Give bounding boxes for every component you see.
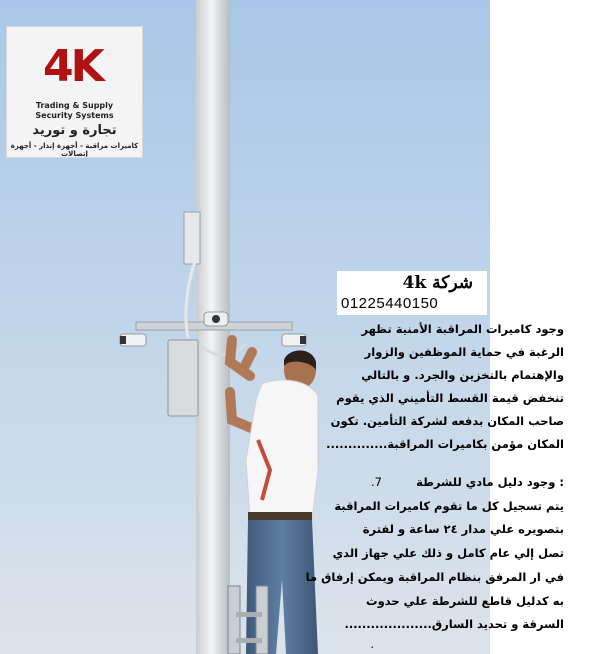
antenna-box xyxy=(184,212,200,264)
camera-center xyxy=(204,312,228,326)
item-number: 7. xyxy=(371,475,382,489)
company-name: شركة 4k xyxy=(402,273,473,293)
paragraph1-line: والإهتمام بالتخزين والجرد. و بالتالي xyxy=(361,368,564,382)
paragraph2-line: في ار المرفق بنظام المراقبة ويمكن إرفاق ما xyxy=(305,570,564,584)
company-logo xyxy=(6,26,143,158)
paragraph2-line: السرقة و تحديد السارق.................... xyxy=(344,617,564,631)
paragraph1-line: صاحب المكان بدفعه لشركة التأمين. تكون xyxy=(330,414,564,428)
company-box xyxy=(337,271,487,315)
paragraph2-line: بتصويره علي مدار ٢٤ ساعة و لفترة xyxy=(362,522,564,536)
paragraph2-line: به كدليل قاطع للشرطة علي حدوث xyxy=(366,594,564,608)
paragraph1-line: تنخفض قيمة القسط التأميني الذي يقوم xyxy=(336,391,564,405)
logo-arabic-title: تجارة و توريد xyxy=(32,123,117,138)
paragraph2-line: يتم تسجيل كل ما تقوم كاميرات المراقبة xyxy=(334,499,564,513)
camera-left xyxy=(120,334,146,346)
logo-line1: Trading & Supply xyxy=(35,101,114,110)
paragraph1-line: وجود كاميرات المراقبة الأمنية تظهر xyxy=(361,322,564,336)
paragraph1-line: الرغبة في حماية الموظفين والزوار xyxy=(364,345,564,359)
logo-line2: Security Systems xyxy=(35,111,114,120)
paragraph2-line: تصل إلي عام كامل و ذلك علي جهاز الدي xyxy=(332,546,564,560)
trailing-dot: . xyxy=(370,637,374,651)
paragraph1-line: المكان مؤمن بكاميرات المراقبة.............. xyxy=(326,437,564,451)
camera-right xyxy=(282,334,306,346)
junction-box xyxy=(168,340,198,416)
company-phone: 01225440150 xyxy=(341,295,439,312)
logo-arabic-subtitle: كاميرات مراقبة - أجهزة إنذار - أجهزة إتصالات xyxy=(10,142,139,158)
paragraph2-line: : وجود دليل مادي للشرطة xyxy=(416,475,564,489)
logo-mark: 4K xyxy=(43,41,102,92)
